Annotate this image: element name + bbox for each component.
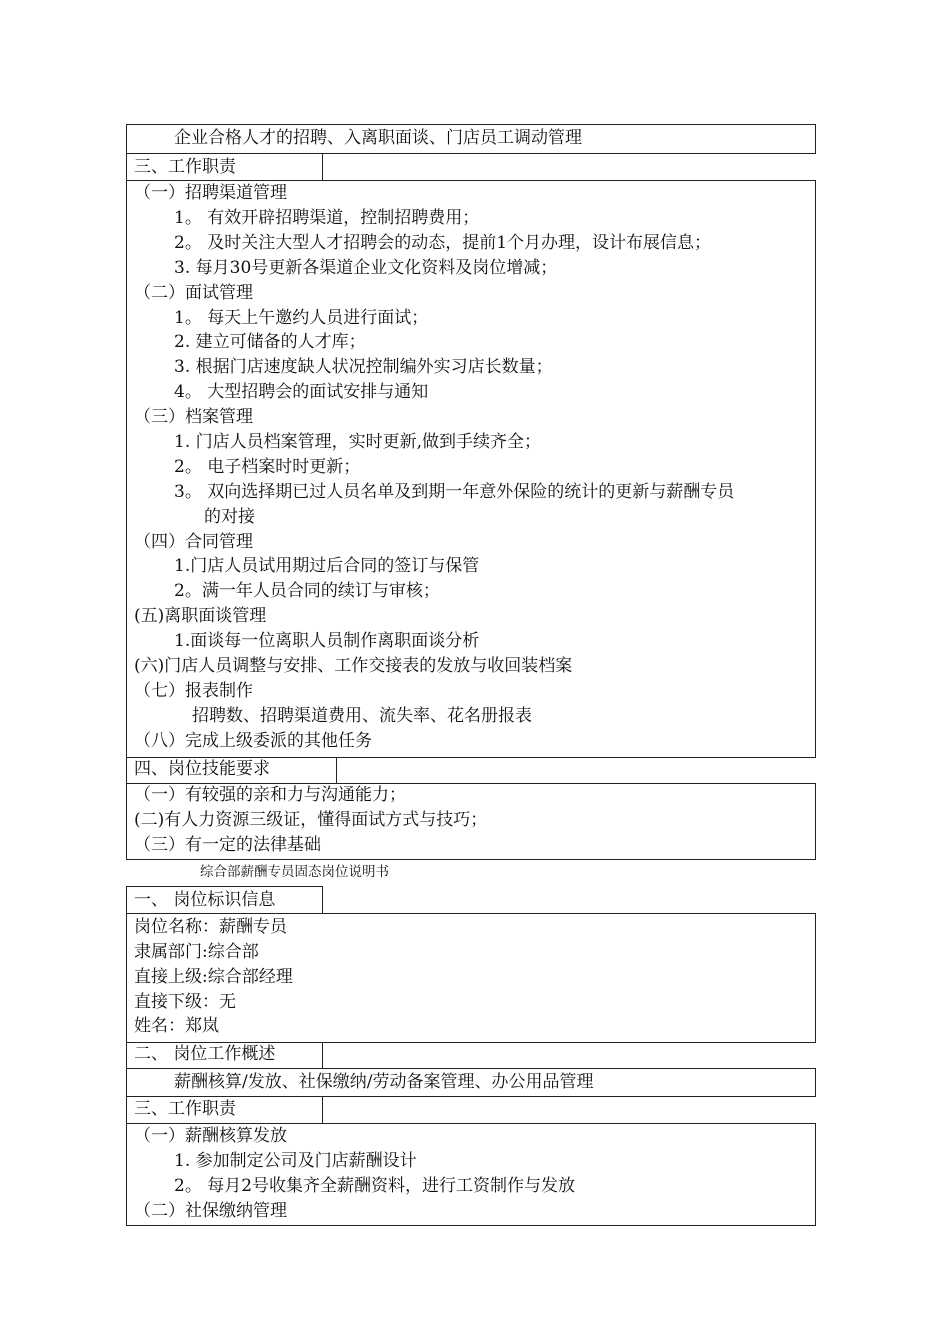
duty-line: 招聘数、招聘渠道费用、流失率、花名册报表 [192,706,532,726]
duty-line: 3。 双向选择期已过人员名单及到期一年意外保险的统计的更新与薪酬专员 [174,482,735,502]
duty-line: （二）面试管理 [134,283,253,303]
duty-line: 2. 建立可储备的人才库； [174,332,366,352]
id-info-line: 直接上级:综合部经理 [134,967,293,987]
duty-line: （七）报表制作 [134,681,253,701]
duty-line: 1.面谈每一位离职人员制作离职面谈分析 [174,631,480,651]
duty-line: 2。 及时关注大型人才招聘会的动态，提前1个月办理，设计布展信息； [174,233,712,253]
duty-line: （四）合同管理 [134,532,253,552]
skill-line: (二)有人力资源三级证，懂得面试方式与技巧； [134,810,488,830]
duty-line: 1. 参加制定公司及门店薪酬设计 [174,1151,417,1171]
duty-line: 的对接 [204,507,255,527]
duty-line: （八）完成上级委派的其他任务 [134,731,372,751]
duty-line: （二）社保缴纳管理 [134,1201,287,1221]
duty-line: 2。 每月2号收集齐全薪酬资料，进行工资制作与发放 [174,1176,576,1196]
duty-line: (五)离职面谈管理 [134,606,267,626]
duty-line: 1。 每天上午邀约人员进行面试； [174,308,429,328]
overview-header: 二、 岗位工作概述 [134,1044,276,1064]
duty-line: 2。 电子档案时时更新； [174,457,361,477]
duties-header-2: 三、工作职责 [134,1099,236,1119]
duty-line: 3. 根据门店速度缺人状况控制编外实习店长数量； [174,357,553,377]
id-info-line: 姓名：郑岚 [134,1016,219,1036]
duty-line: 3. 每月30号更新各渠道企业文化资料及岗位增减； [174,258,558,278]
overview-text-2: 薪酬核算/发放、社保缴纳/劳动备案管理、办公用品管理 [174,1072,594,1092]
overview-text-1: 企业合格人才的招聘、入离职面谈、门店员工调动管理 [174,128,582,148]
duties-header-1: 三、工作职责 [134,157,236,177]
id-info-line: 直接下级：无 [134,992,236,1012]
id-info-line: 隶属部门:综合部 [134,942,259,962]
document-caption: 综合部薪酬专员固态岗位说明书 [200,864,389,880]
duty-line: 1。 有效开辟招聘渠道，控制招聘费用； [174,208,480,228]
skill-line: （一）有较强的亲和力与沟通能力； [134,785,406,805]
duty-line: 1. 门店人员档案管理，实时更新,做到手续齐全； [174,432,542,452]
duty-line: (六)门店人员调整与安排、工作交接表的发放与收回装档案 [134,656,573,676]
duty-line: 4。 大型招聘会的面试安排与通知 [174,382,429,402]
duty-line: （一）招聘渠道管理 [134,183,287,203]
skills-header: 四、岗位技能要求 [134,759,270,779]
duty-line: 1.门店人员试用期过后合同的签订与保管 [174,556,480,576]
id-info-line: 岗位名称：薪酬专员 [134,917,287,937]
duty-line: 2。满一年人员合同的续订与审核； [174,581,440,601]
duty-line: （一）薪酬核算发放 [134,1126,287,1146]
skill-line: （三）有一定的法律基础 [134,835,321,855]
id-header: 一、 岗位标识信息 [134,890,276,910]
duty-line: （三）档案管理 [134,407,253,427]
